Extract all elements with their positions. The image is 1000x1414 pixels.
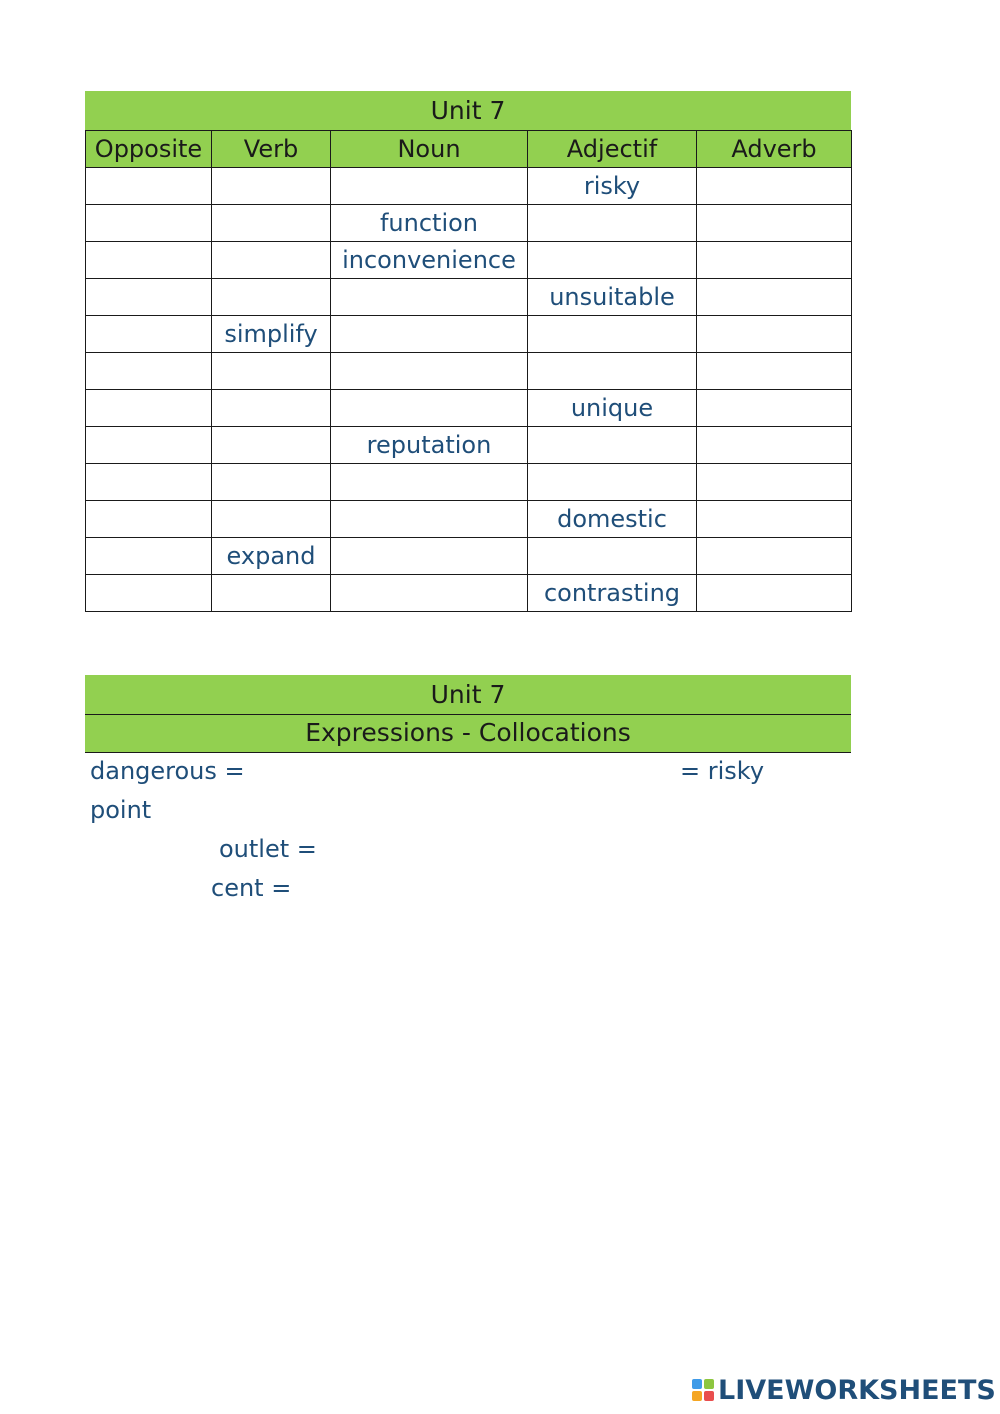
cell-opposite[interactable] (86, 538, 212, 575)
cell-opposite[interactable] (86, 316, 212, 353)
expression-cent: cent = (211, 874, 292, 902)
cell-adjectif[interactable] (528, 427, 697, 464)
cell-adjectif: domestic (528, 501, 697, 538)
cell-noun[interactable] (331, 501, 528, 538)
cell-noun: inconvenience (331, 242, 528, 279)
cell-adjectif[interactable] (528, 316, 697, 353)
cell-adverb[interactable] (697, 279, 852, 316)
expression-point: point (90, 796, 152, 824)
table-row (86, 168, 852, 205)
cell-noun[interactable] (331, 353, 528, 390)
cell-verb[interactable] (212, 427, 331, 464)
cell-noun: function (331, 205, 528, 242)
header-adverb: Adverb (697, 131, 852, 168)
table-row (86, 390, 852, 427)
cell-adverb[interactable] (697, 575, 852, 612)
cell-adjectif: contrasting (528, 575, 697, 612)
table-row (86, 575, 852, 612)
cell-opposite[interactable] (86, 242, 212, 279)
cell-verb[interactable] (212, 168, 331, 205)
cell-noun[interactable] (331, 464, 528, 501)
header-noun: Noun (331, 131, 528, 168)
table-row (86, 205, 852, 242)
cell-verb[interactable] (212, 242, 331, 279)
cell-opposite[interactable] (86, 464, 212, 501)
expression-risky: = risky (680, 757, 765, 785)
cell-opposite[interactable] (86, 501, 212, 538)
logo-mark-icon (692, 1379, 714, 1401)
cell-opposite[interactable] (86, 427, 212, 464)
cell-adjectif[interactable] (528, 353, 697, 390)
cell-verb[interactable] (212, 205, 331, 242)
cell-adverb[interactable] (697, 427, 852, 464)
cell-verb[interactable] (212, 575, 331, 612)
table-row (86, 501, 852, 538)
cell-noun[interactable] (331, 316, 528, 353)
header-opposite: Opposite (86, 131, 212, 168)
cell-verb[interactable] (212, 501, 331, 538)
cell-verb: simplify (212, 316, 331, 353)
expression-outlet: outlet = (219, 835, 317, 863)
cell-adjectif[interactable] (528, 538, 697, 575)
cell-adjectif: unsuitable (528, 279, 697, 316)
cell-noun[interactable] (331, 168, 528, 205)
expressions-section (85, 675, 851, 753)
table-row (86, 427, 852, 464)
cell-verb[interactable] (212, 390, 331, 427)
cell-verb[interactable] (212, 279, 331, 316)
cell-adverb[interactable] (697, 205, 852, 242)
cell-adverb[interactable] (697, 168, 852, 205)
cell-opposite[interactable] (86, 168, 212, 205)
cell-adverb[interactable] (697, 316, 852, 353)
word-family-table (85, 130, 852, 612)
header-adjectif: Adjectif (528, 131, 697, 168)
cell-adverb[interactable] (697, 242, 852, 279)
table-row (86, 242, 852, 279)
cell-adverb[interactable] (697, 390, 852, 427)
cell-noun[interactable] (331, 538, 528, 575)
cell-adjectif[interactable] (528, 464, 697, 501)
table-row (86, 316, 852, 353)
expression-dangerous: dangerous = (90, 757, 245, 785)
header-verb: Verb (212, 131, 331, 168)
cell-noun[interactable] (331, 390, 528, 427)
cell-verb[interactable] (212, 464, 331, 501)
cell-adverb[interactable] (697, 464, 852, 501)
cell-opposite[interactable] (86, 353, 212, 390)
cell-noun[interactable] (331, 279, 528, 316)
cell-noun: reputation (331, 427, 528, 464)
table-body (86, 168, 852, 612)
cell-verb[interactable] (212, 353, 331, 390)
header-row (86, 131, 852, 168)
vocabulary-table-section (85, 91, 851, 612)
table-row (86, 353, 852, 390)
cell-verb: expand (212, 538, 331, 575)
cell-adjectif: unique (528, 390, 697, 427)
cell-adverb[interactable] (697, 353, 852, 390)
cell-adjectif: risky (528, 168, 697, 205)
cell-adverb[interactable] (697, 501, 852, 538)
expressions-title: Unit 7 (85, 675, 851, 714)
logo-text: LIVEWORKSHEETS (718, 1374, 996, 1406)
table-row (86, 464, 852, 501)
table-row (86, 538, 852, 575)
cell-opposite[interactable] (86, 575, 212, 612)
cell-opposite[interactable] (86, 279, 212, 316)
cell-opposite[interactable] (86, 390, 212, 427)
table-row (86, 279, 852, 316)
cell-noun[interactable] (331, 575, 528, 612)
liveworksheets-logo (692, 1374, 996, 1406)
table-title: Unit 7 (85, 91, 851, 130)
cell-adjectif[interactable] (528, 242, 697, 279)
expressions-subtitle: Expressions - Collocations (85, 714, 851, 753)
cell-adjectif[interactable] (528, 205, 697, 242)
cell-adverb[interactable] (697, 538, 852, 575)
cell-opposite[interactable] (86, 205, 212, 242)
